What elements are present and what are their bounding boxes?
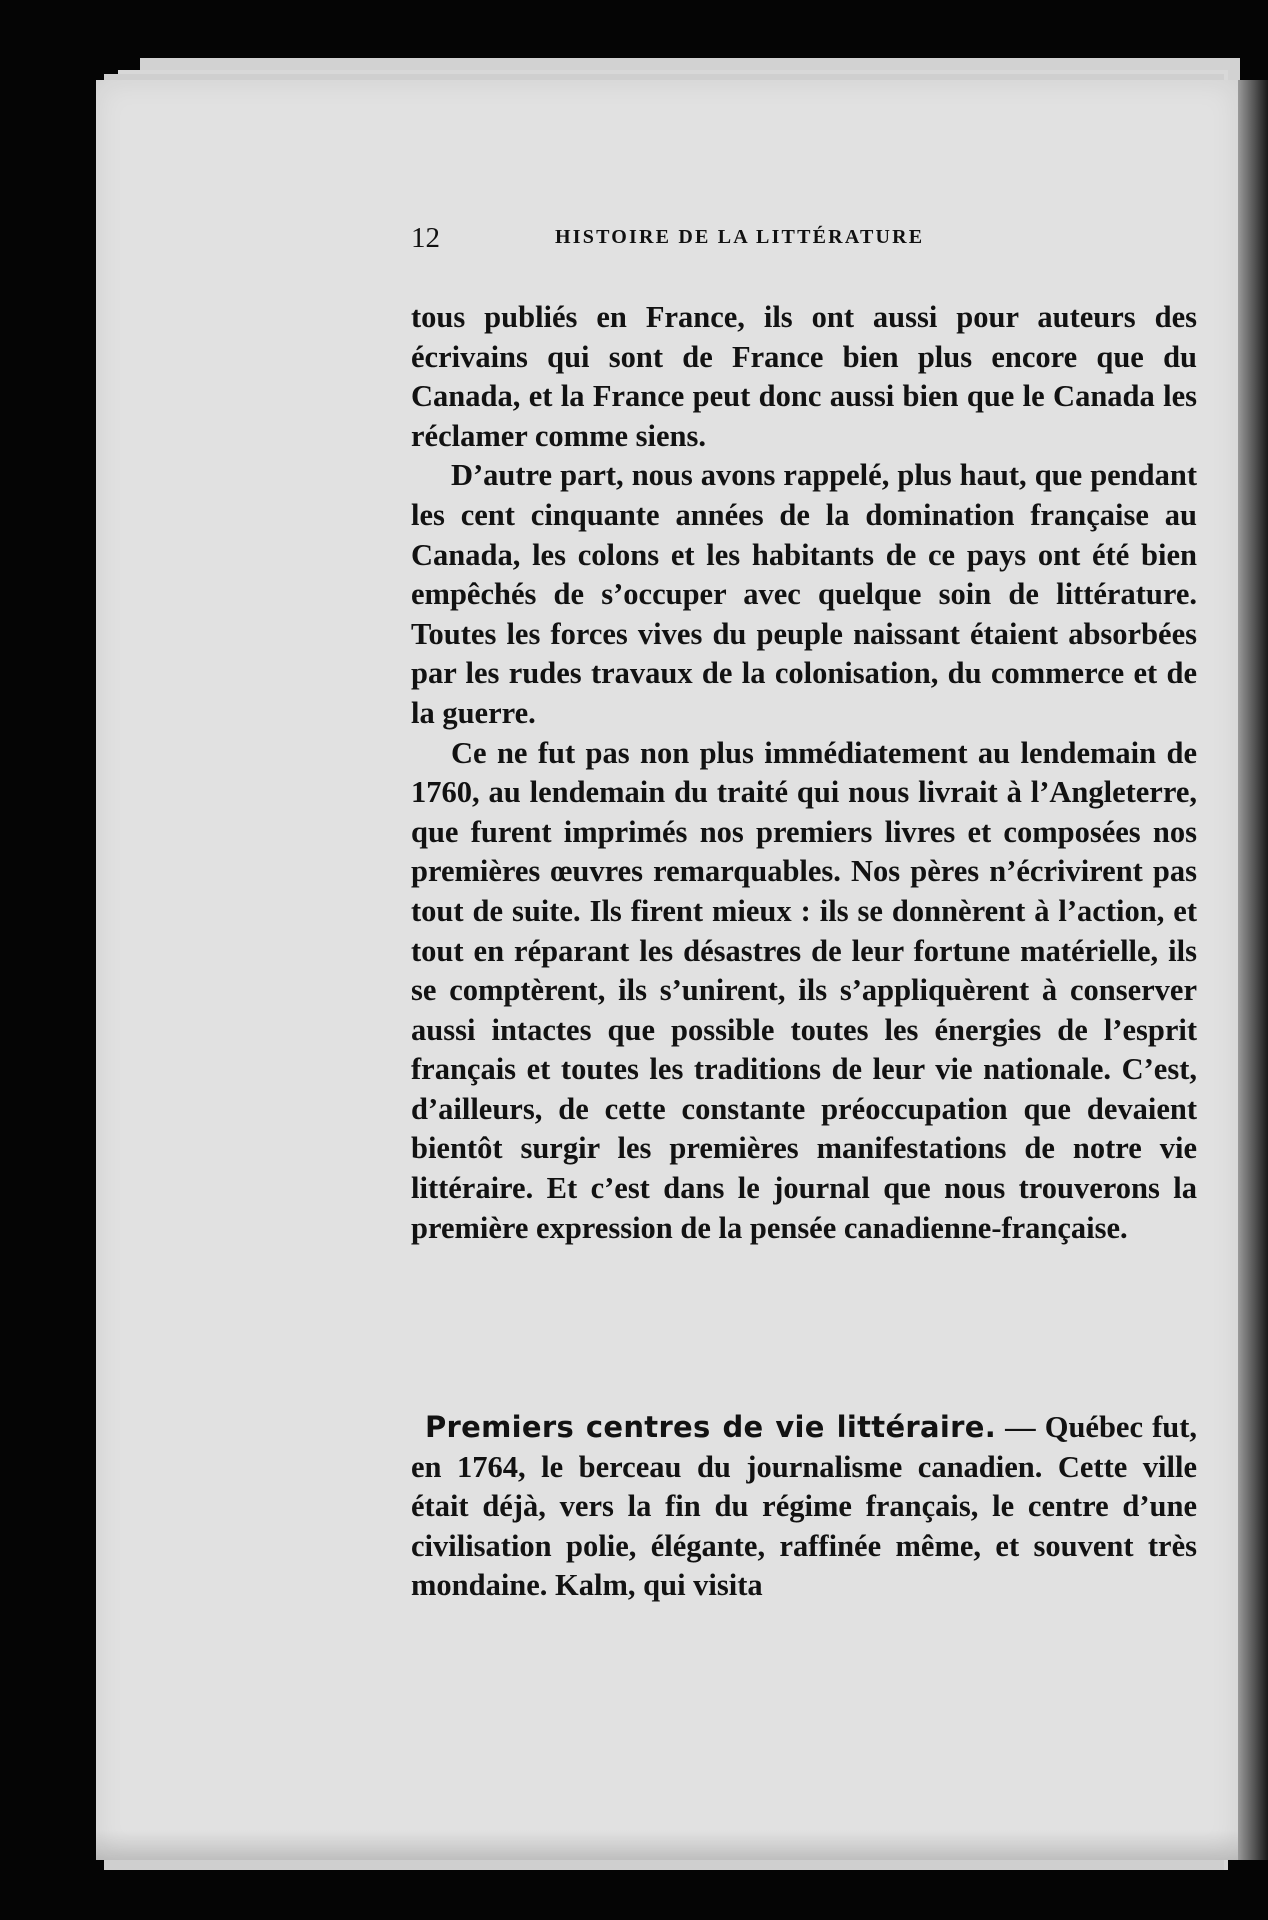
page-bottom-shadow	[96, 1830, 1238, 1860]
section-text: — Québec fut, en 1764, le berceau du journalisme canadien. Cette ville était déjà, vers la fin du régime français, le centre d’une civilisation polie, élégante, raffinée même, et souvent très mondaine. Kalm, qui visita	[411, 1410, 1197, 1603]
running-title: HISTOIRE DE LA LITTÉRATURE	[555, 226, 925, 248]
page-number: 12	[411, 222, 440, 254]
page-gutter-shadow	[1238, 80, 1268, 1860]
section-heading: Premiers centres de vie littéraire.	[425, 1410, 997, 1444]
paragraph: tous publiés en France, ils ont aussi pour auteurs des écrivains qui sont de France bien plus encore que du Canada, et la France peut donc aussi bien que le Canada les réclamer comme siens.	[411, 300, 1197, 453]
paragraph: Ce ne fut pas non plus immédiatement au lendemain de 1760, au lendemain du traité qui nous livrait à l’Angleterre, que furent imprimés nos premiers livres et composées nos premières œuvres remarquables. Nos pères n’écrivirent pas tout de suite. Ils firent mieux : ils se donnèrent à l’action, et tout en réparant les désastres de leur fortune matérielle, ils se comptèrent, ils s’unirent, ils s’appliquèrent à conserver aussi intactes que possible toutes les énergies de l’esprit français et toutes les traditions de leur vie nationale. C’est, d’ailleurs, de cette constante préoccupation que devaient bientôt surgir les premières manifestations de notre vie littéraire. Et c’est dans le journal que nous trouverons la première expression de la pensée canadienne-française.	[411, 735, 1197, 1245]
paragraph: D’autre part, nous avons rappelé, plus haut, que pendant les cent cinquante années de la domination française au Canada, les colons et les habitants de ce pays ont été bien empêchés de s’occuper avec quelque soin de littérature. Toutes les forces vives du peuple naissant étaient absorbées par les rudes travaux de la colonisation, du commerce et de la guerre.	[411, 458, 1197, 730]
body-text	[411, 298, 1197, 1248]
page-header	[411, 222, 1197, 262]
section	[411, 1408, 1197, 1606]
